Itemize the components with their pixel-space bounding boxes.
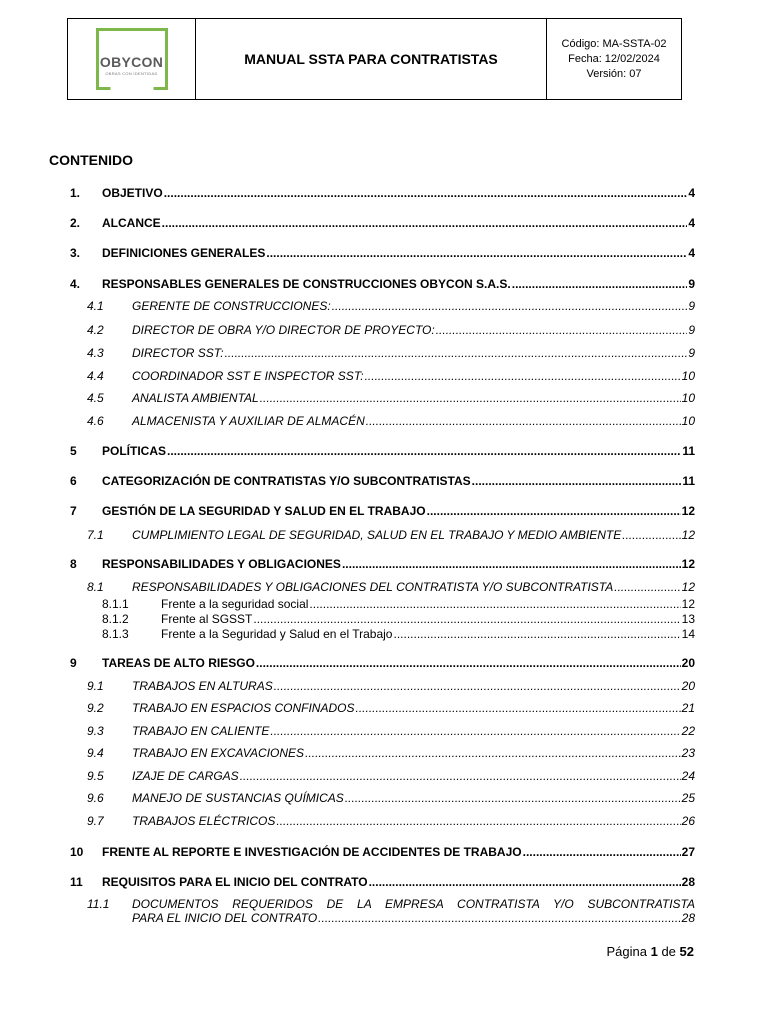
toc-entry-label: RESPONSABILIDADES Y OBLIGACIONES DEL CONTRATISTA Y/O SUBCONTRATISTA — [132, 580, 614, 594]
toc-entry-label: REQUISITOS PARA EL INICIO DEL CONTRATO — [102, 875, 368, 889]
toc-entry-page: 26 — [681, 814, 695, 828]
toc-entry[interactable] — [70, 216, 695, 232]
toc-leader-dots — [270, 724, 680, 738]
document-header — [67, 18, 682, 100]
toc-entry-page: 24 — [681, 769, 695, 783]
toc-entry-page: 25 — [681, 791, 695, 805]
toc-entry-number: 10 — [70, 845, 84, 859]
toc-entry-label: FRENTE AL REPORTE E INVESTIGACIÓN DE ACCIDENTES DE TRABAJO — [102, 845, 522, 859]
toc-leader-dots — [512, 277, 688, 291]
toc-entry-label: RESPONSABILIDADES Y OBLIGACIONES — [102, 557, 341, 571]
page-total: 52 — [679, 944, 694, 959]
toc-entry-label: Frente al SGSST — [161, 612, 253, 626]
obycon-logo — [96, 28, 168, 90]
toc-entry[interactable] — [70, 557, 695, 573]
toc-leader-dots — [276, 814, 680, 828]
toc-entry-number: 8.1.2 — [102, 612, 129, 626]
toc-leader-dots — [167, 444, 681, 458]
toc-entry-number: 9.5 — [87, 769, 104, 783]
toc-heading: CONTENIDO — [49, 152, 133, 168]
toc-entry-label: Frente a la Seguridad y Salud en el Trabajo — [161, 627, 393, 641]
toc-leader-dots — [427, 504, 681, 518]
toc-entry[interactable] — [87, 369, 695, 385]
toc-entry-label: ALCANCE — [102, 216, 161, 230]
toc-entry-number: 3. — [70, 246, 81, 260]
toc-entry[interactable] — [87, 791, 695, 807]
toc-entry-label: OBJETIVO — [102, 186, 163, 200]
toc-entry[interactable] — [87, 346, 695, 362]
toc-entry[interactable] — [87, 814, 695, 830]
document-version: Versión: 07 — [586, 67, 642, 80]
toc-entry-number: 11.1 — [87, 897, 110, 911]
toc-entry[interactable] — [87, 528, 695, 544]
toc-leader-dots — [256, 656, 681, 670]
toc-entry-page: 9 — [688, 346, 695, 360]
toc-entry-page: 20 — [681, 656, 695, 670]
toc-leader-dots — [622, 528, 680, 542]
toc-entry-label: MANEJO DE SUSTANCIAS QUÍMICAS — [132, 791, 344, 805]
toc-entry[interactable] — [70, 504, 695, 520]
toc-entry-label: DIRECTOR SST: — [132, 346, 224, 360]
toc-leader-dots — [369, 875, 681, 889]
toc-leader-dots — [266, 246, 687, 260]
page-prefix: Página — [606, 944, 647, 959]
toc-entry[interactable] — [87, 580, 695, 596]
toc-entry[interactable] — [70, 875, 695, 891]
logo-subtitle: OBRAS CON IDENTIDAD — [105, 70, 158, 76]
toc-leader-dots — [523, 845, 681, 859]
toc-entry-page: 14 — [681, 627, 695, 641]
toc-entry-number: 8 — [70, 557, 77, 571]
toc-entry-page: 11 — [682, 444, 695, 458]
document-date: Fecha: 12/02/2024 — [568, 52, 660, 65]
toc-entry[interactable] — [87, 414, 695, 430]
toc-leader-dots — [365, 369, 681, 383]
toc-entry[interactable] — [70, 444, 695, 460]
toc-entry-page: 4 — [688, 246, 695, 260]
toc-entry-label: TAREAS DE ALTO RIESGO — [102, 656, 255, 670]
toc-entry-number: 9 — [70, 656, 77, 670]
toc-entry-label: CATEGORIZACIÓN DE CONTRATISTAS Y/O SUBCONTRATISTAS — [102, 474, 471, 488]
toc-entry-label: TRABAJOS ELÉCTRICOS — [132, 814, 276, 828]
toc-entry-page: 12 — [681, 504, 695, 518]
toc-entry-number: 9.6 — [87, 791, 104, 805]
toc-entry-label: ANALISTA AMBIENTAL — [132, 391, 259, 405]
toc-entry-label-continued: PARA EL INICIO DEL CONTRATO — [132, 911, 318, 925]
toc-entry-page: 12 — [681, 580, 695, 594]
toc-entry-label: COORDINADOR SST E INSPECTOR SST: — [132, 369, 364, 383]
toc-entry-page: 28 — [681, 911, 695, 925]
toc-entry[interactable] — [87, 323, 695, 339]
toc-entry-number: 8.1 — [87, 580, 104, 594]
toc-entry-label: ALMACENISTA Y AUXILIAR DE ALMACÉN — [132, 414, 365, 428]
toc-entry-number: 9.7 — [87, 814, 104, 828]
toc-entry-number: 1. — [70, 186, 81, 200]
toc-entry-page: 27 — [681, 845, 695, 859]
toc-entry[interactable] — [70, 474, 695, 490]
toc-entry-number: 4. — [70, 277, 81, 291]
toc-entry-page: 9 — [688, 277, 695, 291]
toc-entry[interactable] — [70, 656, 695, 672]
toc-entry[interactable] — [87, 724, 695, 740]
logo-text: OBYCON — [99, 53, 164, 70]
toc-leader-dots — [309, 597, 680, 611]
toc-entry-page: 22 — [681, 724, 695, 738]
toc-entry[interactable] — [70, 246, 695, 262]
toc-leader-dots — [345, 791, 681, 805]
toc-entry-page: 10 — [681, 369, 695, 383]
toc-entry-label: Frente a la seguridad social — [161, 597, 309, 611]
toc-leader-dots — [305, 746, 681, 760]
toc-entry-number: 2. — [70, 216, 81, 230]
page-middle: de — [661, 944, 676, 959]
toc-entry-page: 4 — [688, 216, 695, 230]
toc-entry-page: 4 — [688, 186, 695, 200]
document-meta — [547, 19, 681, 99]
toc-entry-number: 9.1 — [87, 679, 104, 693]
toc-entry-page: 12 — [681, 557, 695, 571]
toc-entry[interactable] — [102, 627, 695, 643]
toc-entry-label: TRABAJOS EN ALTURAS — [132, 679, 273, 693]
toc-entry-label: TRABAJO EN ESPACIOS CONFINADOS — [132, 701, 355, 715]
toc-entry-page: 13 — [681, 612, 695, 626]
toc-entry-number: 11 — [70, 875, 83, 889]
toc-entry[interactable] — [70, 845, 695, 861]
toc-entry[interactable] — [70, 186, 695, 202]
toc-entry-page: 12 — [681, 528, 695, 542]
toc-entry-number: 4.3 — [87, 346, 104, 360]
toc-entry[interactable] — [102, 597, 695, 613]
toc-entry-page: 20 — [681, 679, 695, 693]
toc-leader-dots — [318, 911, 680, 925]
toc-leader-dots — [342, 557, 681, 571]
toc-leader-dots — [240, 769, 681, 783]
toc-entry-page: 9 — [688, 323, 695, 337]
toc-entry-number: 5 — [70, 444, 77, 458]
page-number — [606, 944, 694, 959]
toc-leader-dots — [355, 701, 680, 715]
toc-entry-page: 11 — [682, 474, 695, 488]
toc-leader-dots — [366, 414, 681, 428]
page-current: 1 — [650, 944, 658, 959]
toc-entry[interactable] — [102, 612, 695, 628]
toc-leader-dots — [436, 323, 688, 337]
toc-leader-dots — [162, 216, 688, 230]
toc-entry[interactable] — [87, 391, 695, 407]
toc-leader-dots — [393, 627, 680, 641]
toc-entry[interactable] — [70, 277, 695, 293]
toc-entry-label: POLÍTICAS — [102, 444, 167, 458]
toc-entry-number: 7.1 — [87, 528, 104, 542]
toc-entry-number: 9.3 — [87, 724, 104, 738]
toc-entry-label: DEFINICIONES GENERALES — [102, 246, 266, 260]
toc-entry-page: 9 — [688, 299, 695, 313]
toc-entry-page: 12 — [681, 597, 695, 611]
document-code: Código: MA-SSTA-02 — [561, 37, 667, 50]
toc-entry-page: 10 — [681, 391, 695, 405]
toc-entry-number: 4.6 — [87, 414, 104, 428]
toc-entry-number: 9.4 — [87, 746, 104, 760]
toc-entry-label: CUMPLIMIENTO LEGAL DE SEGURIDAD, SALUD EN EL TRABAJO Y MEDIO AMBIENTE — [132, 528, 622, 542]
toc-entry[interactable] — [87, 746, 695, 762]
toc-leader-dots — [225, 346, 688, 360]
toc-entry-number: 4.5 — [87, 391, 104, 405]
toc-leader-dots — [260, 391, 681, 405]
toc-entry-page: 10 — [681, 414, 695, 428]
toc-leader-dots — [274, 679, 681, 693]
toc-entry-label: RESPONSABLES GENERALES DE CONSTRUCCIONES OBYCON S.A.S. — [102, 277, 511, 291]
toc-leader-dots — [472, 474, 682, 488]
toc-entry-number: 6 — [70, 474, 77, 488]
toc-entry-label: DOCUMENTOS REQUERIDOS DE LA EMPRESA CONTRATISTA Y/O SUBCONTRATISTA — [132, 897, 695, 911]
toc-leader-dots — [253, 612, 680, 626]
toc-entry-label: GERENTE DE CONSTRUCCIONES: — [132, 299, 331, 313]
toc-entry-number: 7 — [70, 504, 77, 518]
toc-entry-number: 8.1.3 — [102, 627, 129, 641]
toc-entry[interactable] — [87, 299, 695, 315]
toc-leader-dots — [164, 186, 688, 200]
toc-leader-dots — [614, 580, 680, 594]
toc-entry[interactable] — [87, 679, 695, 695]
toc-entry[interactable] — [87, 769, 695, 785]
toc-entry-number: 4.4 — [87, 369, 104, 383]
toc-entry-number: 4.2 — [87, 323, 104, 337]
toc-entry-number: 9.2 — [87, 701, 104, 715]
toc-entry-number: 4.1 — [87, 299, 104, 313]
document-title: MANUAL SSTA PARA CONTRATISTAS — [196, 19, 547, 99]
toc-entry-page: 23 — [681, 746, 695, 760]
toc-entry-page: 28 — [681, 875, 695, 889]
toc-entry-label: DIRECTOR DE OBRA Y/O DIRECTOR DE PROYECTO: — [132, 323, 435, 337]
toc-entry-label: TRABAJO EN CALIENTE — [132, 724, 270, 738]
toc-entry[interactable] — [87, 897, 695, 929]
toc-entry-label: GESTIÓN DE LA SEGURIDAD Y SALUD EN EL TRABAJO — [102, 504, 426, 518]
toc-entry[interactable] — [87, 701, 695, 717]
toc-entry-number: 8.1.1 — [102, 597, 129, 611]
toc-entry-page: 21 — [681, 701, 695, 715]
logo-cell — [68, 19, 196, 99]
toc-entry-label: TRABAJO EN EXCAVACIONES — [132, 746, 305, 760]
toc-entry-label: IZAJE DE CARGAS — [132, 769, 239, 783]
toc-leader-dots — [332, 299, 688, 313]
